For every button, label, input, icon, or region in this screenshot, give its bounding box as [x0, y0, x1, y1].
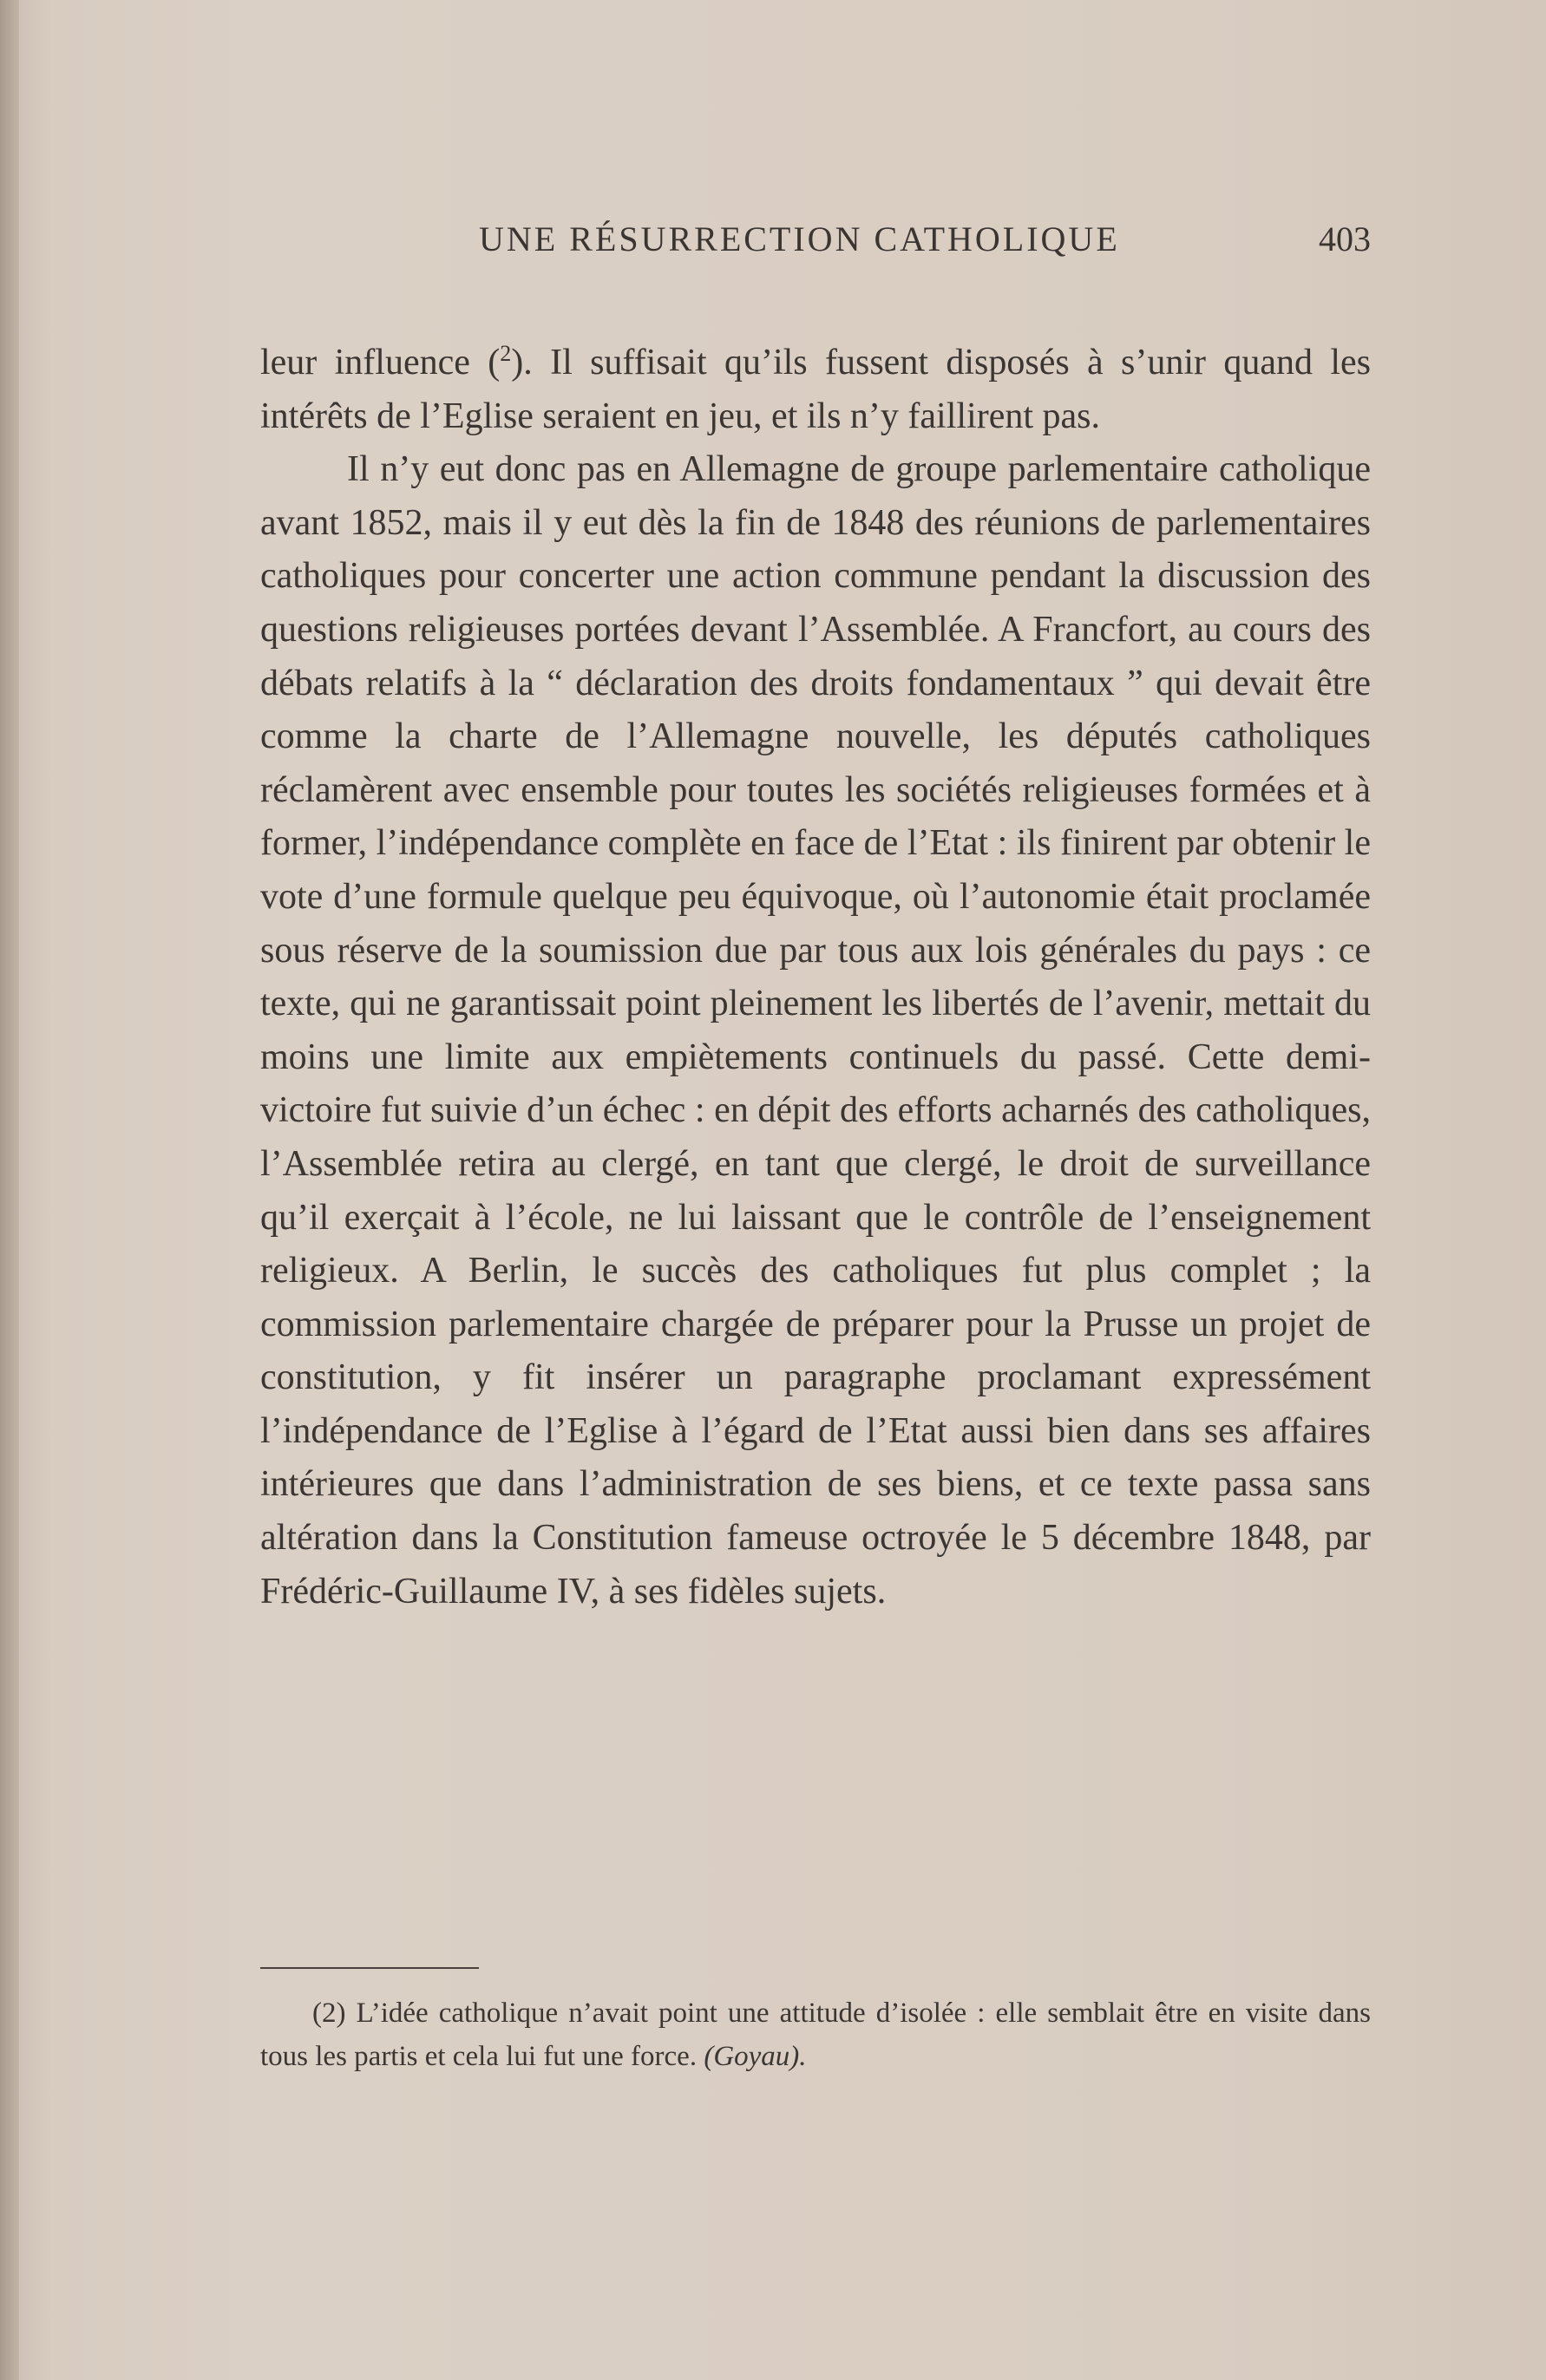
- running-title: UNE RÉSURRECTION CATHOLIQUE: [479, 219, 1120, 258]
- page-number: 403: [1319, 219, 1371, 258]
- footnote-divider: [260, 1967, 479, 1969]
- footnote: [260, 1991, 1371, 2078]
- footnote-text: L’idée catholique n’avait point une attitude d’isolée : elle semblait être en visite dans tous les partis et cela lui fut une force.: [260, 1998, 1371, 2072]
- paragraph-2: Il n’y eut donc pas en Allemagne de groupe parlementaire catholique avant 1852, mais il y eut dès la fin de 1848 des réunions de parlementaires catholiques pour concerter une action commune pendant la discussion des questions religieuses portées devant l’Assemblée. A Francfort, au cours des débats relatifs à la “ déclaration des droits fondamentaux ” qui devait être comme la charte de l’Allemagne nouvelle, les députés catholiques réclamèrent avec ensemble pour toutes les sociétés religieuses formées et à former, l’indépendance complète en face de l’Etat : ils finirent par obtenir le vote d’une formule quelque peu équivoque, où l’autonomie était proclamée sous réserve de la soumission due par tous aux lois générales du pays : ce texte, qui ne garantissait point pleinement les libertés de l’avenir, mettait du moins une limite aux empiètements continuels du passé. Cette demi-victoire fut suivie d’un échec : en dépit des efforts acharnés des catholiques, l’Assemblée retira au clergé, en tant que clergé, le droit de surveillance qu’il exerçait à l’école, ne lui laissant que le contrôle de l’enseignement religieux. A Berlin, le succès des catholiques fut plus complet ; la commission parlementaire chargée de préparer pour la Prusse un projet de constitution, y fit insérer un paragraphe proclamant expressément l’indépendance de l’Eglise à l’égard de l’Etat aussi bien dans ses affaires intérieures que dans l’administration de ses biens, et ce texte passa sans altération dans la Constitution fameuse octroyée le 5 décembre 1848, par Frédéric-Guillaume IV, à ses fidèles sujets.: [260, 449, 1371, 1612]
- paragraph-1: [260, 337, 1371, 443]
- footnote-source: (Goyau).: [704, 2041, 807, 2072]
- paragraph-1-text: leur influence (: [260, 343, 501, 382]
- body-text: [260, 337, 1371, 1618]
- binding-edge: [0, 0, 19, 2380]
- footnote-reference: 2: [500, 341, 512, 366]
- running-head: [260, 219, 1371, 271]
- footnote-marker: (2): [312, 1998, 346, 2029]
- paragraph-1-text-continued: ). Il suffisait qu’ils fussent disposés à s’unir quand les intérêts de l’Eglise seraient en jeu, et ils n’y faillirent pas.: [260, 343, 1371, 436]
